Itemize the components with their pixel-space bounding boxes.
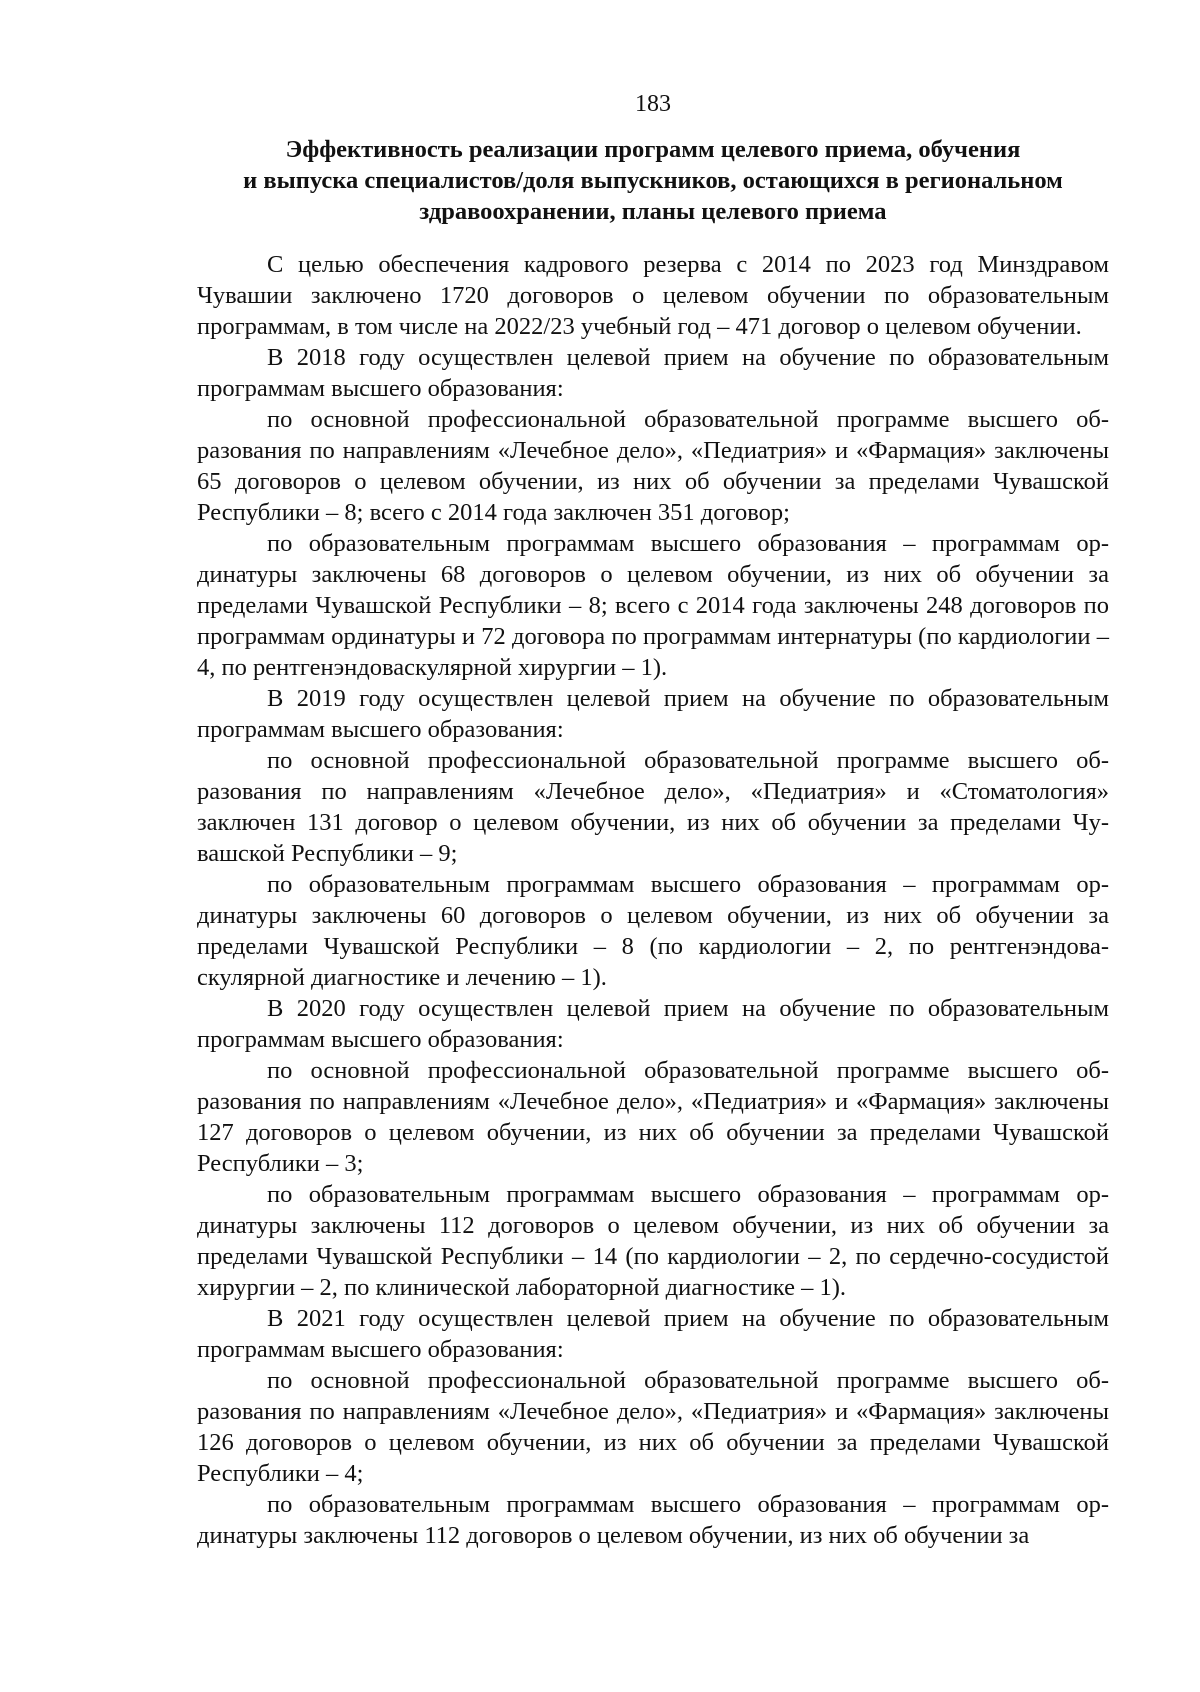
document-page	[197, 88, 1109, 1551]
paragraph: В 2021 году осуществлен целевой прием на обучение по образовательным программам высшего образования:	[197, 1305, 1109, 1363]
paragraph: по образовательным программам высшего образования – программам ординатуры заключены 68 договоров о целевом обучении, из них об обучении за пределами Чувашской Республики – 8; всего с 2014 года заключены 248 договоров по программам ординатуры и 72 договора по программам интернатуры (по кардиологии – 4, по рентгенэндоваскулярной хирургии – 1).	[197, 530, 1109, 681]
paragraph: по образовательным программам высшего образования – программам ординатуры заключены 112 договоров о целевом обучении, из них об обучении за пределами Чувашской Республики – 14 (по кардиологии – 2, по сердечно-сосудистой хирургии – 2, по клинической лабораторной диагностике – 1).	[197, 1181, 1109, 1301]
heading-line: здравоохранении, планы целевого приема	[419, 198, 887, 225]
paragraph: по образовательным программам высшего образования – программам ординатуры заключены 60 договоров о целевом обучении, из них об обучении за пределами Чувашской Республики – 8 (по кардиологии – 2, по рентгенэндоваскулярной диагностике и лечению – 1).	[197, 871, 1109, 991]
section-heading	[197, 134, 1109, 227]
paragraph: по основной профессиональной образовательной программе высшего образования по направлениям «Лечебное дело», «Педиатрия» и «Фармация» заключены 126 договоров о целевом обучении, из них об обучении за пределами Чувашской Республики – 4;	[197, 1367, 1109, 1487]
paragraph: В 2019 году осуществлен целевой прием на обучение по образовательным программам высшего образования:	[197, 685, 1109, 743]
paragraph: В 2018 году осуществлен целевой прием на обучение по образовательным программам высшего образования:	[197, 344, 1109, 402]
paragraph: по основной профессиональной образовательной программе высшего образования по направлениям «Лечебное дело», «Педиатрия» и «Стоматология» заключен 131 договор о целевом обучении, из них об обучении за пределами Чувашской Республики – 9;	[197, 747, 1109, 867]
page-number: 183	[635, 91, 671, 117]
paragraph: С целью обеспечения кадрового резерва с 2014 по 2023 год Минздравом Чувашии заключено 1720 договоров о целевом обучении по образовательным программам, в том числе на 2022/23 учебный год – 471 договор о целевом обучении.	[197, 251, 1109, 340]
heading-line: Эффективность реализации программ целевого приема, обучения	[285, 136, 1021, 163]
paragraph: по основной профессиональной образовательной программе высшего образования по направлениям «Лечебное дело», «Педиатрия» и «Фармация» заключены 127 договоров о целевом обучении, из них об обучении за пределами Чувашской Республики – 3;	[197, 1057, 1109, 1177]
paragraph: по образовательным программам высшего образования – программам ординатуры заключены 112 договоров о целевом обучении, из них об обучении за	[197, 1491, 1109, 1549]
body-text	[197, 249, 1109, 1551]
paragraph: по основной профессиональной образовательной программе высшего образования по направлениям «Лечебное дело», «Педиатрия» и «Фармация» заключены 65 договоров о целевом обучении, из них об обучении за пределами Чувашской Республики – 8; всего с 2014 года заключен 351 договор;	[197, 406, 1109, 526]
paragraph: В 2020 году осуществлен целевой прием на обучение по образовательным программам высшего образования:	[197, 995, 1109, 1053]
heading-line: и выпуска специалистов/доля выпускников, остающихся в региональном	[243, 167, 1063, 194]
